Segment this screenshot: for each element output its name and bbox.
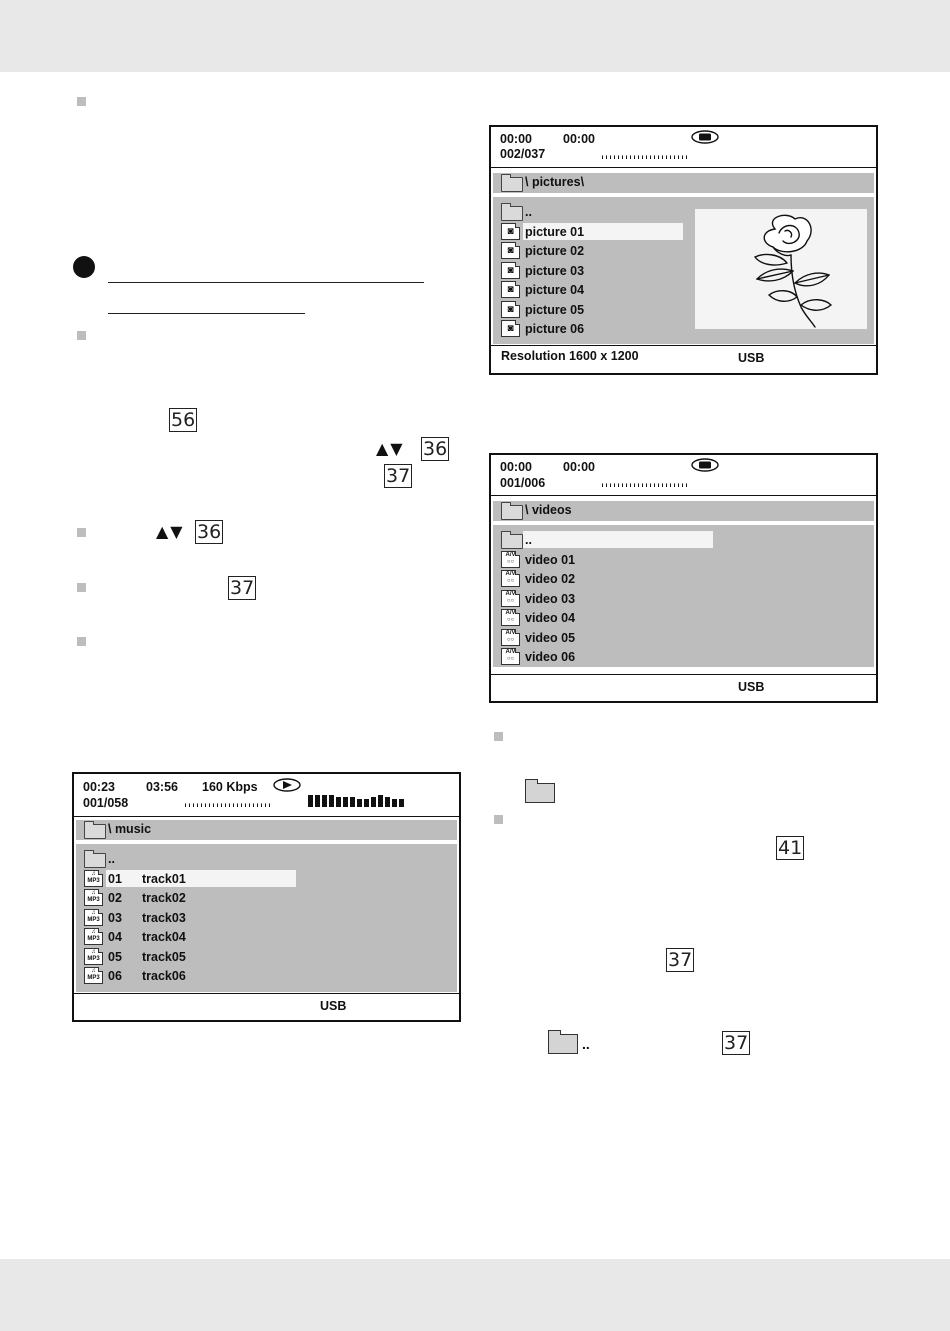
mp3-file-icon: ♫ MP3 [84, 967, 103, 984]
stop-icon [691, 130, 719, 144]
av-file-icon: A/V ○○ [501, 629, 520, 646]
mp3-file-icon: ♫ MP3 [84, 870, 103, 887]
camera-file-icon: ◙ [501, 281, 520, 298]
status-bar [74, 774, 459, 817]
current-path: \ videos [525, 503, 572, 517]
total-time: 00:00 [563, 132, 595, 146]
total-time: 03:56 [146, 780, 178, 794]
folder-icon [501, 505, 523, 520]
av-file-icon: A/V ○○ [501, 570, 520, 587]
source-label: USB [738, 351, 765, 365]
volume-indicator [185, 797, 271, 807]
file-counter: 002/037 [500, 147, 546, 161]
camera-file-icon: ◙ [501, 242, 520, 259]
folder-icon [501, 177, 523, 192]
item-label: video 03 [525, 592, 576, 606]
av-file-icon: A/V ○○ [501, 551, 520, 568]
source-label: USB [738, 680, 765, 694]
item-label: picture 03 [525, 264, 585, 278]
picture-screen [489, 125, 878, 375]
item-label: video 06 [525, 650, 576, 664]
rose-drawing-icon [695, 209, 867, 329]
camera-file-icon: ◙ [501, 320, 520, 337]
screen-footer [491, 674, 876, 701]
total-time: 00:00 [563, 460, 595, 474]
mp3-file-icon: ♫ MP3 [84, 928, 103, 945]
current-path: \ music [108, 822, 152, 836]
track-number: 04 [108, 930, 122, 944]
parent-directory-symbol: .. [582, 1036, 590, 1052]
elapsed-time: 00:00 [500, 132, 532, 146]
path-bar [493, 173, 874, 193]
track-number: 02 [108, 891, 122, 905]
item-label: .. [525, 533, 532, 547]
ref-number: 56 [171, 409, 196, 431]
status-bar [491, 127, 876, 168]
item-label: .. [108, 852, 115, 866]
header-band [0, 0, 950, 72]
bullet-marker [77, 331, 86, 340]
screen-footer [491, 345, 876, 373]
elapsed-time: 00:00 [500, 460, 532, 474]
resolution-label: Resolution 1600 x 1200 [501, 349, 639, 363]
file-list [493, 525, 874, 667]
item-label: picture 01 [525, 225, 585, 239]
track-title: track02 [142, 891, 186, 905]
file-counter: 001/058 [83, 796, 129, 810]
track-title: track04 [142, 930, 186, 944]
folder-icon [84, 824, 106, 839]
item-label: .. [525, 205, 532, 219]
track-number: 05 [108, 950, 122, 964]
status-bar [491, 455, 876, 496]
track-title: track05 [142, 950, 186, 964]
file-list [493, 197, 874, 344]
play-icon [273, 778, 301, 792]
item-label: picture 05 [525, 303, 585, 317]
folder-icon [84, 853, 106, 868]
up-down-arrows-icon: ▲▼ [376, 439, 405, 458]
bitrate: 160 Kbps [202, 780, 258, 794]
current-path: \ pictures\ [525, 175, 585, 189]
up-down-arrows-icon: ▲▼ [156, 522, 185, 541]
ref-number: 37 [668, 949, 693, 971]
bullet-marker [494, 815, 503, 824]
image-preview [695, 209, 867, 329]
bullet-marker [494, 732, 503, 741]
item-label: video 04 [525, 611, 576, 625]
track-number: 01 [108, 872, 122, 886]
ref-number: 37 [230, 577, 255, 599]
music-screen [72, 772, 461, 1022]
footer-band [0, 1259, 950, 1331]
selection-highlight [523, 531, 713, 548]
item-label: picture 02 [525, 244, 585, 258]
stop-icon [691, 458, 719, 472]
track-title: track03 [142, 911, 186, 925]
item-label: picture 04 [525, 283, 585, 297]
mp3-file-icon: ♫ MP3 [84, 909, 103, 926]
folder-icon [548, 1034, 578, 1054]
item-label: video 02 [525, 572, 576, 586]
ref-number: 37 [724, 1032, 749, 1054]
screen-footer [74, 993, 459, 1020]
camera-file-icon: ◙ [501, 301, 520, 318]
mp3-file-icon: ♫ MP3 [84, 948, 103, 965]
camera-file-icon: ◙ [501, 262, 520, 279]
track-number: 03 [108, 911, 122, 925]
track-title: track06 [142, 969, 186, 983]
elapsed-time: 00:23 [83, 780, 115, 794]
ref-number: 36 [197, 521, 222, 543]
bullet-marker [77, 583, 86, 592]
item-label: video 05 [525, 631, 576, 645]
source-label: USB [320, 999, 347, 1013]
underline [108, 282, 424, 283]
av-file-icon: A/V ○○ [501, 609, 520, 626]
item-label: picture 06 [525, 322, 585, 336]
ref-number: 36 [423, 438, 448, 460]
path-bar [493, 501, 874, 521]
track-number: 06 [108, 969, 122, 983]
bullet-marker [77, 528, 86, 537]
underline [108, 313, 305, 314]
volume-indicator [602, 149, 688, 159]
folder-icon [501, 206, 523, 221]
item-label: video 01 [525, 553, 576, 567]
mp3-file-icon: ♫ MP3 [84, 889, 103, 906]
file-counter: 001/006 [500, 476, 546, 490]
path-bar [76, 820, 457, 840]
track-title: track01 [142, 872, 186, 886]
equalizer-icon [308, 794, 408, 808]
selection-highlight [106, 870, 296, 887]
camera-file-icon: ◙ [501, 223, 520, 240]
video-screen [489, 453, 878, 703]
file-list [76, 844, 457, 992]
ref-number: 37 [386, 465, 411, 487]
av-file-icon: A/V ○○ [501, 648, 520, 665]
folder-icon [501, 534, 523, 549]
volume-indicator [602, 477, 688, 487]
folder-icon [525, 783, 555, 803]
note-dot-icon [73, 256, 95, 278]
bullet-marker [77, 97, 86, 106]
ref-number: 41 [778, 837, 803, 859]
av-file-icon: A/V ○○ [501, 590, 520, 607]
bullet-marker [77, 637, 86, 646]
